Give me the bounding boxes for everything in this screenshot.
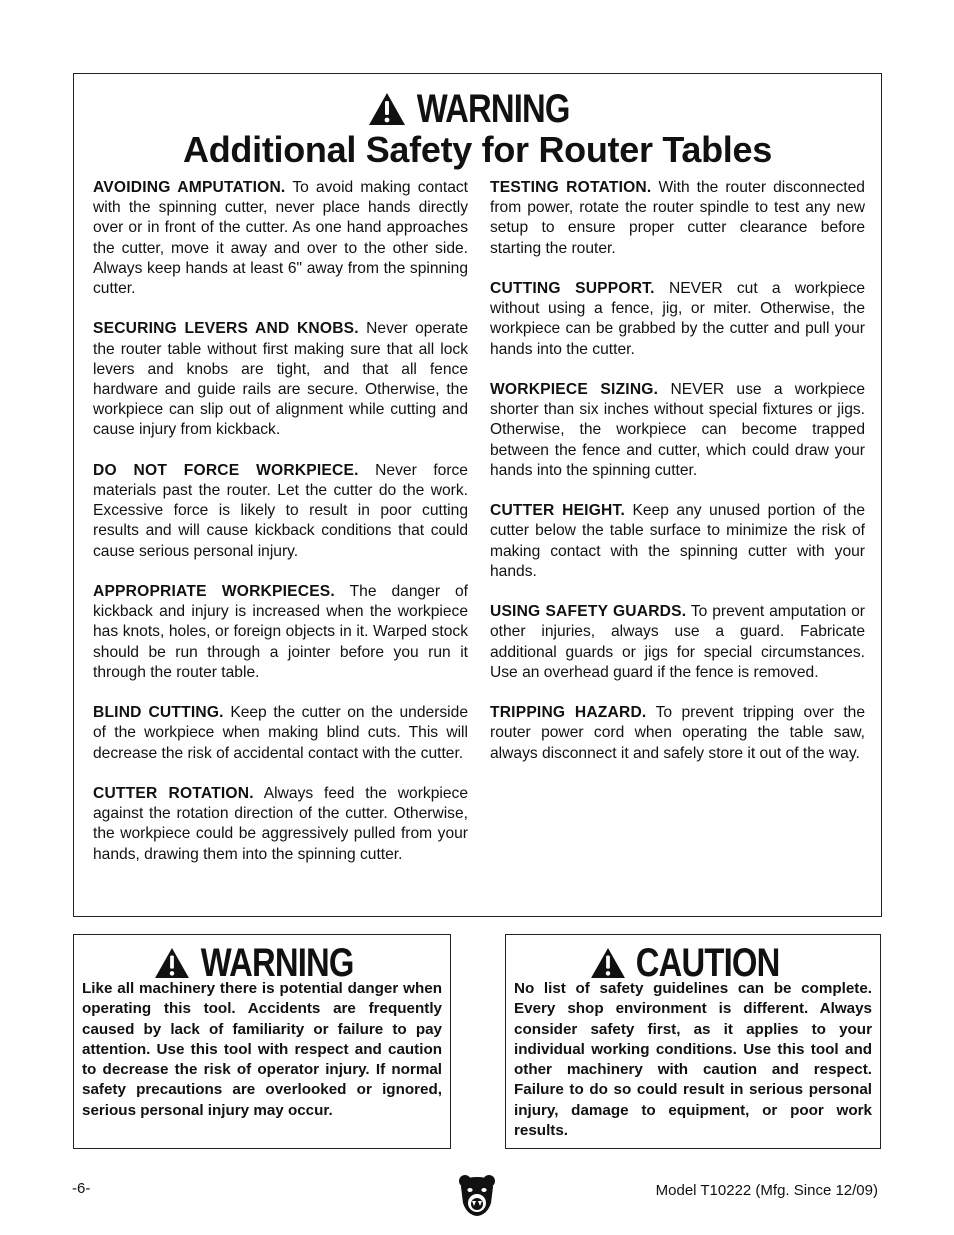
warning-header <box>74 86 881 132</box>
paragraph-text: The danger of kickback and injury is increased when the workpiece has knots, holes, or foreign objects in it. Warped stock should be run through a jointer before you run it through the router table. <box>93 583 468 681</box>
warning-signal-word: WARNING <box>417 86 570 131</box>
safety-paragraph <box>490 178 865 259</box>
main-warning-box <box>73 73 882 917</box>
paragraph-text: NEVER use a workpiece shorter than six inches without special fixtures or jigs. Otherwise, the workpiece can become trapped between the fence and cutter, which could draw your hands into the spinning cutter. <box>490 381 865 479</box>
paragraph-heading: APPROPRIATE WORKPIECES. <box>93 583 335 601</box>
paragraph-text: To prevent tripping over the router power cord when operating the table saw, always disconnect it and safely store it out of the way. <box>490 704 865 762</box>
safety-paragraph <box>93 461 468 562</box>
paragraph-heading: DO NOT FORCE WORKPIECE. <box>93 461 359 479</box>
warning-signal-word: WARNING <box>200 940 354 985</box>
paragraph-heading: WORKPIECE SIZING. <box>490 381 659 398</box>
paragraph-heading: BLIND CUTTING. <box>93 704 224 722</box>
safety-paragraph <box>93 784 468 865</box>
paragraph-text: To prevent amputation or other injuries, always use a guard. Fabricate additional guards or jigs for special circumstances. Use an overhead guard if the fence is removed. <box>490 603 865 681</box>
safety-paragraph <box>93 178 468 299</box>
paragraph-heading: CUTTING SUPPORT. <box>490 280 655 297</box>
safety-paragraph <box>490 380 865 481</box>
paragraph-heading: TESTING ROTATION. <box>490 179 652 196</box>
paragraph-text: Keep any unused portion of the cutter below the table surface to minimize the risk of making contact with the spinning cutter with your hands. <box>490 502 865 580</box>
general-warning-box <box>73 934 451 1149</box>
caution-text: No list of safety guidelines can be complete. Every shop environment is different. Always consider safety first, as it applies to your individual working conditions. Use this tool and other machinery with caution and respect. Failure to do so could result in serious personal injury, damage to equipment, or poor work results. <box>514 980 872 1140</box>
page-title: Additional Safety for Router Tables <box>183 129 772 170</box>
warning-triangle-icon <box>590 947 626 979</box>
left-column <box>93 178 468 885</box>
paragraph-heading: SECURING LEVERS AND KNOBS. <box>93 320 359 338</box>
paragraph-text: With the router disconnected from power, rotate the router spindle to test any new setup to ensure proper cutter clearance before starting the router. <box>490 179 865 257</box>
caution-signal-word: CAUTION <box>636 940 780 985</box>
warning-triangle-icon <box>154 947 190 979</box>
paragraph-heading: CUTTER ROTATION. <box>93 785 254 803</box>
warning-triangle-icon <box>368 92 406 126</box>
paragraph-text: Never operate the router table without first making sure that all lock levers and knobs are tight, and that all fence hardware and guide rails are secure. Otherwise, the workpiece can slip out of alignment while cutting and cause injury from kickback. <box>93 320 468 439</box>
right-column <box>490 178 865 784</box>
paragraph-heading: CUTTER HEIGHT. <box>490 502 626 520</box>
safety-paragraph <box>490 279 865 360</box>
paragraph-text: Keep the cutter on the underside of the workpiece when making blind cuts. This will decrease the risk of accidental contact with the cutter. <box>93 704 468 762</box>
paragraph-text: Always feed the workpiece against the rotation direction of the cutter. Otherwise, the workpiece could be aggressively pulled from your hands, drawing them into the spinning cutter. <box>93 785 468 863</box>
safety-paragraph <box>490 501 865 582</box>
bear-head-logo-icon <box>457 1173 497 1217</box>
paragraph-text: NEVER cut a workpiece without using a fence, jig, or miter. Otherwise, the workpiece can be grabbed by the cutter and pull your hands into the cutter. <box>490 280 865 358</box>
safety-paragraph <box>93 582 468 683</box>
paragraph-heading: USING SAFETY GUARDS. <box>490 603 687 621</box>
paragraph-heading: AVOIDING AMPUTATION. <box>93 179 286 196</box>
warning-text: Like all machinery there is potential danger when operating this tool. Accidents are frequently caused by lack of familiarity or failure to pay attention. Use this tool with respect and caution to decrease the risk of operator injury. If normal safety precautions are overlooked or ignored, serious personal injury may occur. <box>82 980 442 1119</box>
caution-box <box>505 934 881 1149</box>
paragraph-text: To avoid making contact with the spinning cutter, never place hands directly over or in front of the cutter. As one hand approaches the cutter, move it away and over to the other side. Always keep hands at least 6" away from the spinning cutter. <box>93 179 468 298</box>
safety-paragraph <box>490 703 865 764</box>
paragraph-heading: TRIPPING HAZARD. <box>490 704 647 722</box>
safety-paragraph <box>93 703 468 764</box>
safety-paragraph <box>490 602 865 683</box>
safety-paragraph <box>93 319 468 440</box>
model-info: Model T10222 (Mfg. Since 12/09) <box>655 1182 878 1199</box>
page-number: -6- <box>72 1180 91 1197</box>
paragraph-text: Never force materials past the router. Let the cutter do the work. Excessive force is likely to result in poor cutting results and will cause kickback conditions that could cause serious personal injury. <box>93 461 468 560</box>
